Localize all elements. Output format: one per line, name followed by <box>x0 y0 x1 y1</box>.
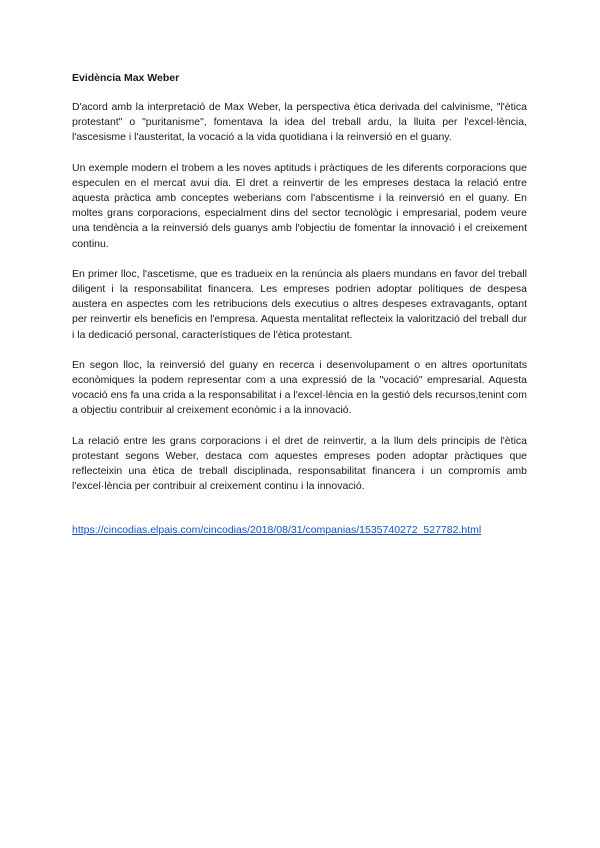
paragraph-conclusion: La relació entre les grans corporacions i el dret de reinvertir, a la llum dels principis de l'ètica protestant segons Weber, destaca com aquestes empreses poden adoptar pràctiques que reflecteixin una ètica de treball disciplinada, responsabilitat financera i un compromís amb l'excel·lència per contribuir al creixement continu i la innovació. <box>72 434 527 493</box>
document-page <box>72 71 527 538</box>
paragraph-vocation: En segon lloc, la reinversió del guany en recerca i desenvolupament o en altres oportunitats econòmiques la podem representar com a una expressió de la "vocació" empresarial. Aquesta vocació ens fa una crida a la responsabilitat i a l'excel·lència en la gestió dels recursos,tenint com a objectiu contribuir al creixement econòmic i a la innovació. <box>72 358 527 417</box>
paragraph-intro: D'acord amb la interpretació de Max Weber, la perspectiva ètica derivada del calvinisme, "l'ètica protestant" o "puritanisme", fomentava la idea del treball ardu, la lluita per l'excel·lència, l'ascesisme i l'austeritat, la vocació a la vida quotidiana i la reinversió en el guany. <box>72 101 527 144</box>
source-link[interactable]: https://cincodias.elpais.com/cincodias/2018/08/31/companias/1535740272_527782.html <box>72 524 482 537</box>
paragraph-asceticism: En primer lloc, l'ascetisme, que es tradueix en la renúncia als plaers mundans en favor del treball diligent i la responsabilitat financera. Les empreses podrien adoptar polítiques de despesa austera en aspectes com les retribucions dels executius o altres despeses extravagants, optant per reinvertir els beneficis en l'empresa. Aquesta mentalitat reflecteix la valorització del treball dur i la dedicació personal, característiques de l'ètica protestant. <box>72 267 527 341</box>
document-title: Evidència Max Weber <box>72 72 180 84</box>
paragraph-modern-example: Un exemple modern el trobem a les noves aptituds i pràctiques de les diferents corporacions que especulen en el mercat avui dia. El dret a reinvertir de les empreses destaca la relació entre aquesta pràctica amb conceptes weberians com l'abscentisme i la reinversió en el guany. En moltes grans corporacions, especialment dins del sector tecnològic i empresarial, podem veure una tendència a la reinversió dels guanys amb l'objectiu de fomentar la innovació i el creixement continu. <box>72 161 527 250</box>
